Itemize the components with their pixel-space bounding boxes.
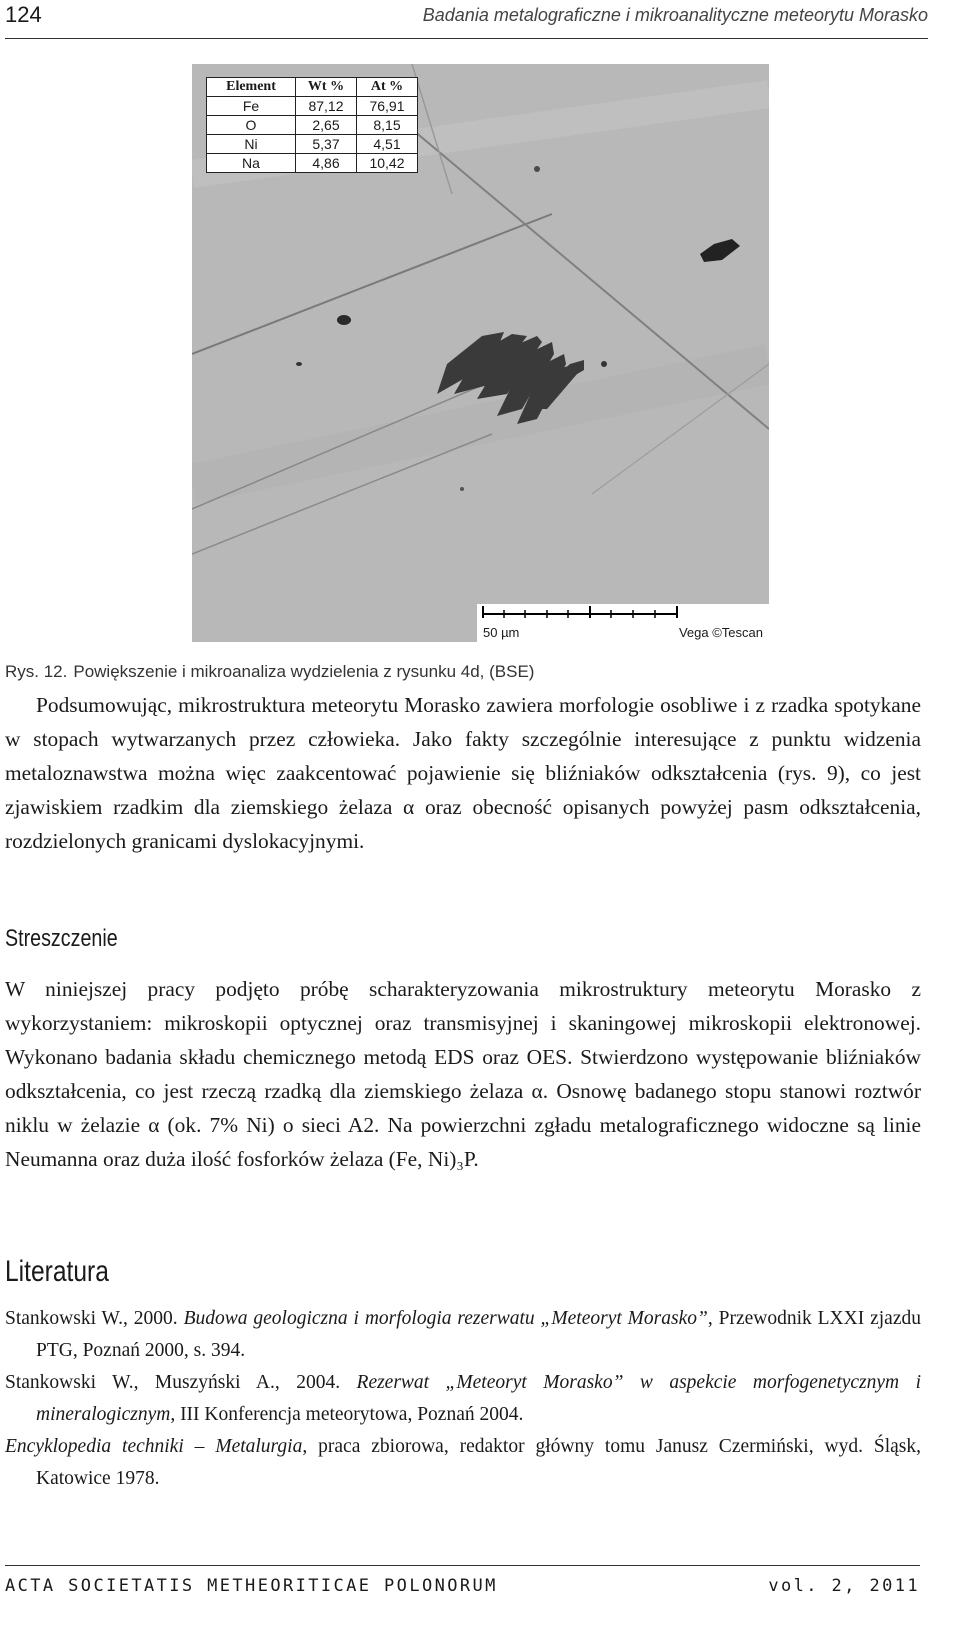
table-cell: 2,65: [296, 116, 357, 135]
reference-details: , Przewodnik LXXI zjazdu PTG, Poznań 2000, s. 394.: [36, 1308, 921, 1361]
reference-item: [5, 1431, 921, 1495]
table-cell: 4,86: [296, 154, 357, 173]
page-footer: [5, 1565, 920, 1606]
instrument-label: Vega ©Tescan: [678, 625, 763, 640]
figure-caption: [5, 662, 534, 682]
table-cell: O: [207, 116, 296, 135]
reference-title: Budowa geologiczna i morfologia rezerwatu „Meteoryt Morasko”: [183, 1308, 708, 1329]
table-cell: Fe: [207, 97, 296, 116]
reference-title: Encyklopedia techniki – Metalurgia: [5, 1436, 303, 1457]
table-cell: Ni: [207, 135, 296, 154]
summary-paragraph: Podsumowując, mikrostruktura meteorytu Morasko zawiera morfologie osobliwe i z rzadka spotykane w stopach wytwarzanych przez człowieka. Jako fakty szczególnie interesujące z punktu widzenia metaloznawstwa można więc zaakcentować pojawienie się bliźniaków odkształcenia (rys. 9), co jest zjawiskiem rzadkim dla ziemskiego żelaza α oraz obecność opisanych powyżej pasm odkształcenia, rozdzielonych granicami dyslokacyjnymi.: [5, 693, 921, 853]
scale-label: 50 µm: [483, 625, 520, 640]
table-cell: 76,91: [357, 97, 418, 116]
table-cell: 5,37: [296, 135, 357, 154]
eds-results-table: [206, 77, 418, 173]
reference-item: [5, 1367, 921, 1431]
bse-micrograph-figure: [192, 64, 769, 642]
table-row: [207, 116, 418, 135]
table-cell: 87,12: [296, 97, 357, 116]
abstract-paragraph: W niniejszej pracy podjęto próbę scharakteryzowania mikrostruktury meteorytu Morasko z wykorzystaniem: mikroskopii optycznej oraz transmisyjnej i skaningowej mikroskopii elektronowej. Wykonano badania składu chemicznego metodą EDS oraz OES. Stwierdzono występowanie bliźniaków odkształcenia, co jest rzeczą rzadką dla ziemskiego żelaza α. Osnowę badanego stopu stanowi roztwór niklu w żelazie α (ok. 7% Ni) o sieci A2. Na powierzchni zgładu metalograficznego widoczne są linie Neumanna oraz duża ilość fosforków żelaza (Fe, Ni)₃P.: [5, 977, 921, 1171]
table-cell: 8,15: [357, 116, 418, 135]
table-row: [207, 97, 418, 116]
reference-details: , praca zbiorowa, redaktor główny tomu Janusz Czermiński, wyd. Śląsk, Katowice 1978.: [36, 1436, 922, 1489]
abstract-heading: Streszczenie: [5, 925, 118, 952]
volume-info: vol. 2, 2011: [768, 1576, 920, 1596]
table-header-row: [207, 78, 418, 97]
reference-list: [5, 1303, 921, 1495]
scale-bar-panel: [477, 604, 769, 642]
column-header: Element: [207, 78, 296, 97]
reference-details: , III Konferencja meteorytowa, Poznań 2004.: [170, 1404, 524, 1425]
table-cell: 4,51: [357, 135, 418, 154]
literature-heading: Literatura: [5, 1255, 109, 1288]
table-cell: Na: [207, 154, 296, 173]
table-cell: 10,42: [357, 154, 418, 173]
reference-item: [5, 1303, 921, 1367]
table-row: [207, 154, 418, 173]
page-header: [5, 0, 928, 39]
reference-title: Rezerwat „Meteoryt Morasko” w aspekcie morfogenetycznym i mineralogicznym: [36, 1372, 921, 1425]
page-number: 124: [5, 2, 42, 27]
caption-label: Rys. 12.: [5, 662, 68, 681]
reference-author: Stankowski W., 2000.: [5, 1308, 184, 1329]
scale-bar: [477, 604, 769, 624]
running-title: Badania metalograficzne i mikroanalityczne meteorytu Morasko: [422, 5, 928, 25]
caption-text: Powiększenie i mikroanaliza wydzielenia z rysunku 4d, (BSE): [73, 662, 535, 681]
column-header: At %: [357, 78, 418, 97]
reference-author: Stankowski W., Muszyński A., 2004.: [5, 1372, 357, 1393]
table-row: [207, 135, 418, 154]
journal-name: ACTA SOCIETATIS METHEORITICAE POLONORUM: [5, 1576, 498, 1596]
column-header: Wt %: [296, 78, 357, 97]
